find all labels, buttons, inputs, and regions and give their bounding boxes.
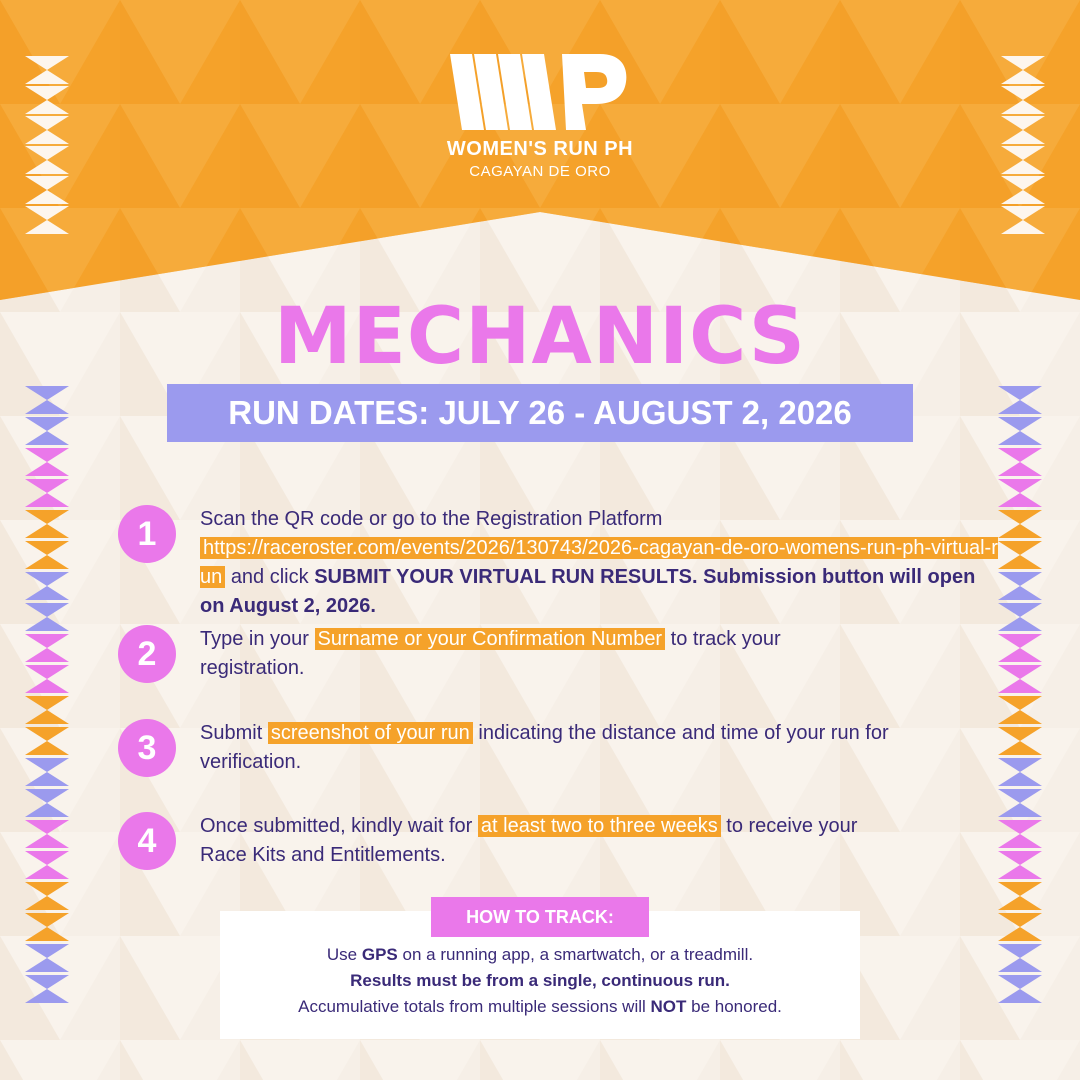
howto-line1-bold: GPS — [361, 945, 398, 964]
step-text — [200, 625, 880, 683]
step-before: Once submitted, kindly wait for — [200, 815, 473, 837]
run-dates-banner: RUN DATES: JULY 26 - AUGUST 2, 2026 — [167, 384, 913, 442]
step-bold: SUBMIT YOUR VIRTUAL RUN RESULTS. Submission button will open on August 2, 2026. — [200, 566, 976, 617]
step-before: Submit — [200, 722, 263, 744]
wrp-logo-icon — [450, 50, 630, 134]
howto-line2-bold: Results must be from a single, continuous run. — [350, 971, 730, 990]
howto-line1-a: Use — [326, 945, 358, 964]
step-1 — [118, 505, 998, 621]
step-after: to receive your Race Kits and Entitlements. — [200, 815, 858, 866]
step-text — [200, 812, 860, 870]
registration-link[interactable]: https://raceroster.com/events/2026/130743/2026-cagayan-de-oro-womens-run-ph-virtual-run — [200, 537, 998, 588]
step-after: to track your registration. — [200, 628, 781, 679]
step-number-badge: 2 — [118, 625, 176, 683]
brand-logo — [0, 50, 1080, 180]
step-mid: and click — [230, 566, 309, 588]
brand-city: CAGAYAN DE ORO — [469, 163, 611, 180]
step-number-badge: 1 — [118, 505, 176, 563]
page-title: MECHANICS — [274, 292, 806, 382]
step-2 — [118, 625, 998, 683]
step-text — [200, 719, 890, 777]
step-number-badge: 3 — [118, 719, 176, 777]
step-highlight: Surname or your Confirmation Number — [315, 628, 666, 650]
step-lead: Scan the QR code or go to the Registration Platform — [200, 508, 663, 530]
step-3 — [118, 719, 998, 777]
step-number-badge: 4 — [118, 812, 176, 870]
howto-line1-b: on a running app, a smartwatch, or a treadmill. — [402, 945, 754, 964]
howto-line3-a: Accumulative totals from multiple sessions will — [298, 997, 646, 1016]
how-to-track-text — [220, 942, 860, 1020]
howto-line3-b: be honored. — [691, 997, 782, 1016]
step-4 — [118, 812, 998, 870]
step-highlight: screenshot of your run — [268, 722, 473, 744]
how-to-track-label: HOW TO TRACK: — [431, 897, 649, 937]
brand-name: WOMEN'S RUN PH — [446, 138, 634, 160]
howto-line3-bold: NOT — [650, 997, 687, 1016]
step-highlight: at least two to three weeks — [478, 815, 721, 837]
step-before: Type in your — [200, 628, 309, 650]
step-after: indicating the distance and time of your run for verification. — [200, 722, 889, 773]
step-text — [200, 505, 998, 621]
